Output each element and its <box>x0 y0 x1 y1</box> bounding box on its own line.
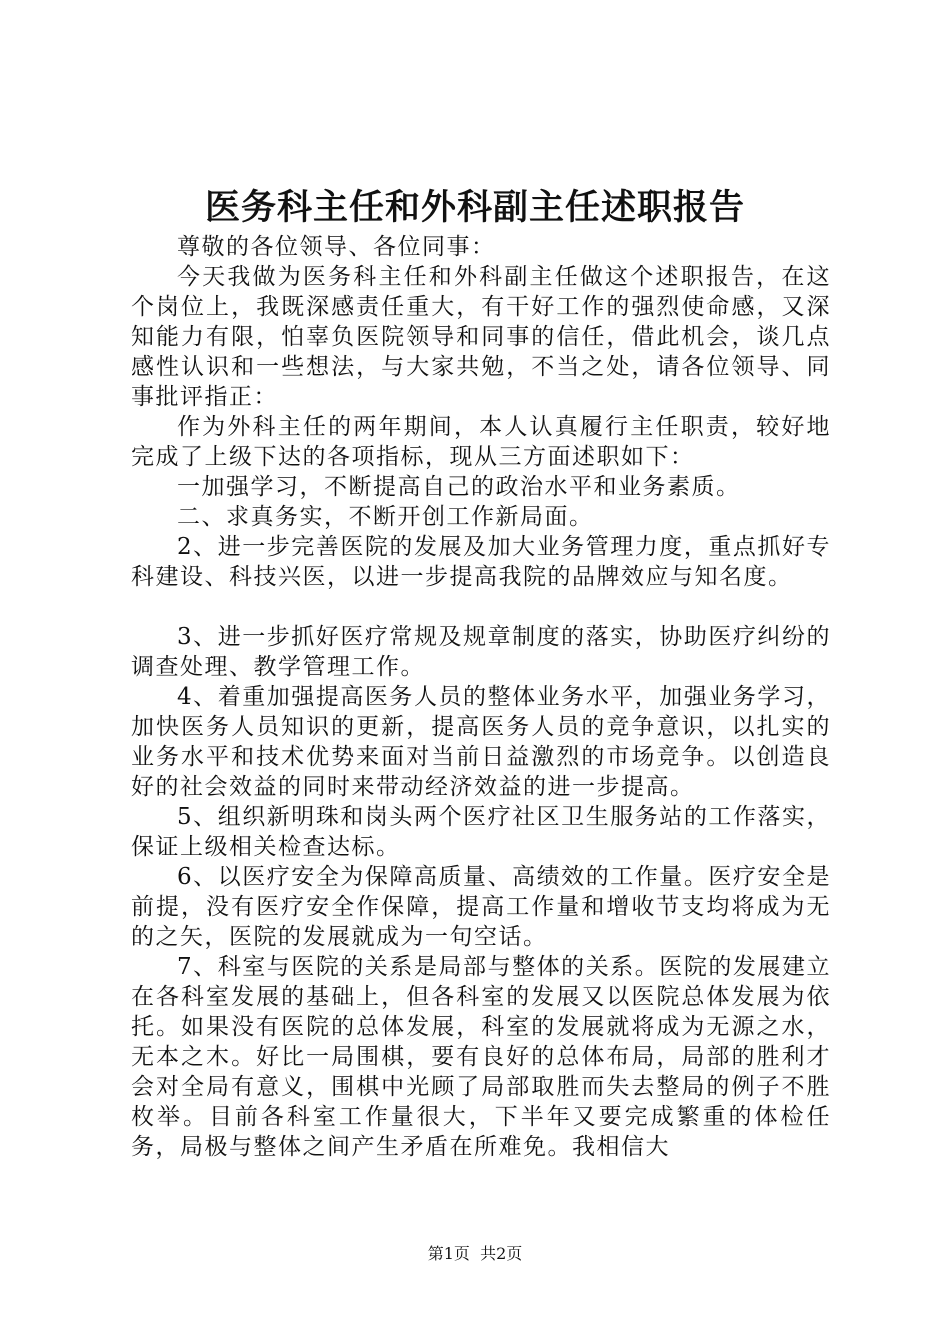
paragraph-point-7: 7、科室与医院的关系是局部与整体的关系。医院的发展建立在各科室发展的基础上，但各科室的发展又以医院总体发展为依托。如果没有医院的总体发展，科室的发展就将成为无源之水，无本之木。好比一局围棋，要有良好的总体布局，局部的胜利才会对全局有意义，围棋中光顾了局部取胜而失去整局的例子不胜枚举。目前各科室工作量很大，下半年又要完成繁重的体检任务，局极与整体之间产生矛盾在所难免。我相信大 <box>131 954 831 1160</box>
paragraph-point-4: 4、着重加强提高医务人员的整体业务水平，加强业务学习，加快医务人员知识的更新，提高医务人员的竞争意识，以扎实的业务水平和技术优势来面对当前日益激烈的市场竞争。以创造良好的社会效益的同时来带动经济效益的进一步提高。 <box>131 684 831 800</box>
document-title: 医务科主任和外科副主任述职报告 <box>204 187 745 228</box>
paragraph-overview: 作为外科主任的两年期间，本人认真履行主任职责，较好地完成了上级下达的各项指标，现从三方面述职如下： <box>131 414 831 470</box>
paragraph-intro: 今天我做为医务科主任和外科副主任做这个述职报告，在这个岗位上，我既深感责任重大，有干好工作的强烈使命感，又深知能力有限，怕辜负医院领导和同事的信任，借此机会，谈几点感性认识和一些想法，与大家共勉，不当之处，请各位领导、同事批评指正： <box>131 264 831 410</box>
document-body <box>131 232 831 1162</box>
paragraph-point-5: 5、组织新明珠和岗头两个医疗社区卫生服务站的工作落实，保证上级相关检查达标。 <box>131 804 831 860</box>
paragraph-item-2: 二、求真务实，不断开创工作新局面。 <box>177 504 594 530</box>
salutation: 尊敬的各位领导、各位同事： <box>177 234 496 260</box>
paragraph-point-2: 2、进一步完善医院的发展及加大业务管理力度，重点抓好专科建设、科技兴医，以进一步提高我院的品牌效应与知名度。 <box>131 534 831 590</box>
paragraph-item-1: 一加强学习，不断提高自己的政治水平和业务素质。 <box>177 474 741 500</box>
paragraph-point-3: 3、进一步抓好医疗常规及规章制度的落实，协助医疗纠纷的调查处理、教学管理工作。 <box>131 624 831 680</box>
paragraph-point-6: 6、以医疗安全为保障高质量、高绩效的工作量。医疗安全是前提，没有医疗安全作保障，提高工作量和增收节支均将成为无的之矢，医院的发展就成为一句空话。 <box>131 864 831 950</box>
footer-spacer <box>470 1244 480 1263</box>
page-number: 第1页 <box>427 1244 470 1263</box>
page-footer <box>0 1243 950 1265</box>
page-total: 共2页 <box>480 1244 523 1263</box>
